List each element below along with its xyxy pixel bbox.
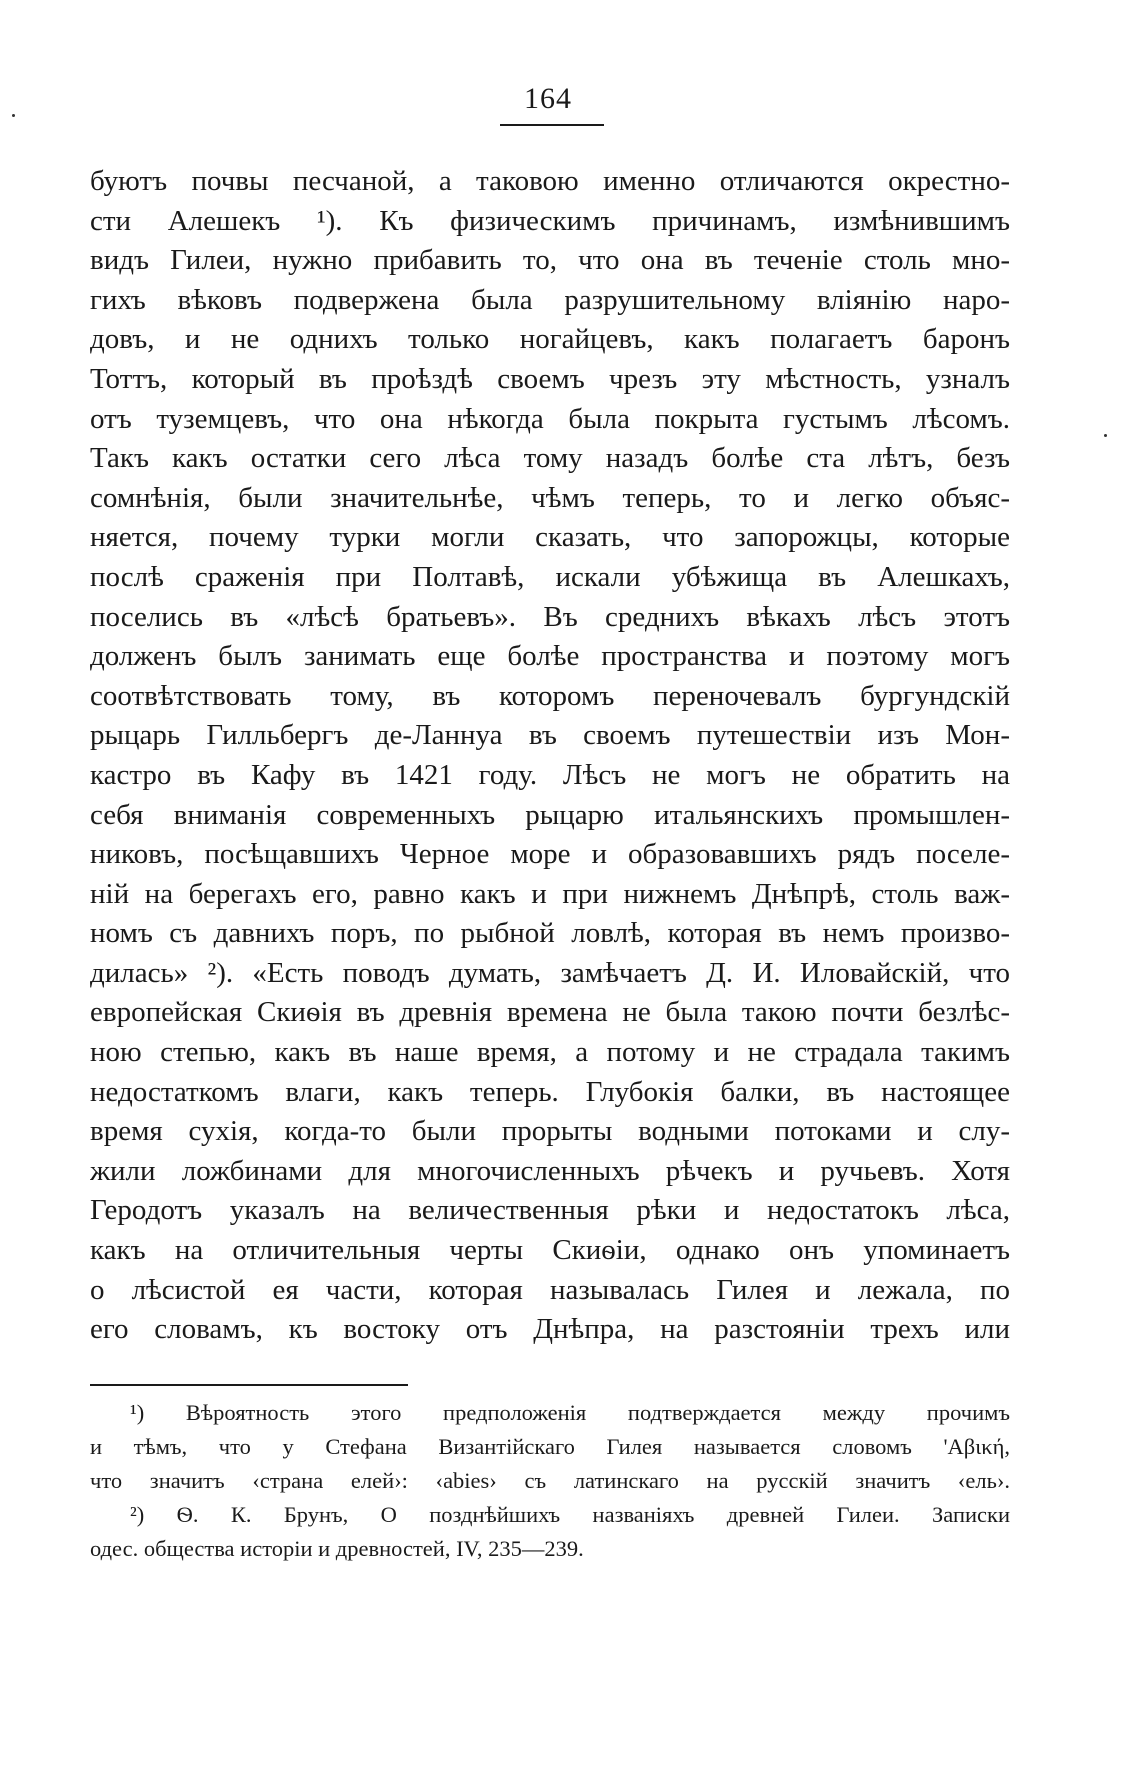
text-line: ною степью, какъ въ наше время, а потому и не страдала такимъ: [90, 1036, 1010, 1069]
text-line: буютъ почвы песчаной, а таковою именно отличаются окрестно-: [90, 165, 1010, 197]
footnote-line: ²) Ѳ. К. Брунъ, О позднѣйшихъ названіяхъ древней Гилеи. Записки: [130, 1502, 1010, 1527]
page-number-rule: [500, 124, 604, 126]
text-line: рыцарь Гилльбергъ де-Ланнуа въ своемъ путешествіи изъ Мон-: [90, 719, 1010, 752]
text-line: видъ Гилеи, нужно прибавить то, что она въ теченіе столь мно-: [90, 244, 1010, 277]
text-line: отъ туземцевъ, что она нѣкогда была покрыта густымъ лѣсомъ.: [90, 402, 1010, 435]
text-line: дилась» ²). «Есть поводъ думать, замѣчаетъ Д. И. Иловайскій, что: [90, 956, 1010, 989]
footnote-line: и тѣмъ, что у Стефана Византійскаго Гилея называется словомъ 'Αβική,: [90, 1434, 1010, 1459]
footnote-line: одес. общества исторіи и древностей, IV, 235—239.: [90, 1536, 584, 1561]
text-line: соотвѣтствовать тому, въ которомъ переночевалъ бургундскій: [90, 679, 1010, 712]
text-line: ній на берегахъ его, равно какъ и при нижнемъ Днѣпрѣ, столь важ-: [90, 877, 1010, 910]
page-number: 164: [524, 82, 572, 115]
text-line: сти Алешекъ ¹). Къ физическимъ причинамъ, измѣнившимъ: [90, 204, 1010, 237]
text-line: никовъ, посѣщавшихъ Черное море и образовавшихъ рядъ поселе-: [90, 838, 1010, 871]
footnote-line: что значитъ ‹страна елей›: ‹abies› съ латинскаго на русскій значитъ ‹ель›.: [90, 1468, 1010, 1493]
text-line: кастро въ Кафу въ 1421 году. Лѣсъ не могъ не обратить на: [90, 758, 1010, 791]
footnote-divider: [90, 1384, 408, 1386]
text-line: жили ложбинами для многочисленныхъ рѣчекъ и ручьевъ. Хотя: [90, 1154, 1010, 1187]
text-line: довъ, и не однихъ только ногайцевъ, какъ полагаетъ баронъ: [90, 323, 1010, 356]
text-line: себя вниманія современныхъ рыцарю итальянскихъ промышлен-: [90, 798, 1010, 831]
scan-speck: [1104, 434, 1107, 437]
text-line: его словамъ, къ востоку отъ Днѣпра, на разстояніи трехъ или: [90, 1313, 1010, 1346]
text-line: няется, почему турки могли сказать, что запорожцы, которые: [90, 521, 1010, 554]
text-line: европейская Скиѳія въ древнія времена не была такою почти безлѣс-: [90, 996, 1010, 1029]
text-line: поселись въ «лѣсѣ братьевъ». Въ среднихъ вѣкахъ лѣсъ этотъ: [90, 600, 1010, 633]
text-line: Такъ какъ остатки сего лѣса тому назадъ болѣе ста лѣтъ, безъ: [90, 442, 1010, 475]
main-text: [90, 162, 1010, 1350]
text-line: какъ на отличительныя черты Скиѳіи, однако онъ упоминаетъ: [90, 1234, 1010, 1267]
text-line: недостаткомъ влаги, какъ теперь. Глубокія балки, въ настоящее: [90, 1075, 1010, 1108]
text-line: гихъ вѣковъ подвержена была разрушительному вліянію наро-: [90, 283, 1010, 316]
text-line: сомнѣнія, были значительнѣе, чѣмъ теперь, то и легко объяс-: [90, 481, 1010, 514]
text-line: послѣ сраженія при Полтавѣ, искали убѣжища въ Алешкахъ,: [90, 560, 1010, 593]
text-line: долженъ былъ занимать еще болѣе пространства и поэтому могъ: [90, 640, 1010, 673]
footnotes: [90, 1396, 1010, 1566]
text-line: о лѣсистой ея части, которая называлась Гилея и лежала, по: [90, 1273, 1010, 1306]
text-line: Тоттъ, который въ проѣздѣ своемъ чрезъ эту мѣстность, узналъ: [90, 362, 1010, 395]
text-line: Геродотъ указалъ на величественныя рѣки и недостатокъ лѣса,: [90, 1194, 1010, 1227]
text-line: номъ съ давнихъ поръ, по рыбной ловлѣ, которая въ немъ произво-: [90, 917, 1010, 950]
scan-speck: [12, 114, 15, 117]
footnote-line: ¹) Вѣроятность этого предположенія подтверждается между прочимъ: [130, 1400, 1010, 1425]
text-line: время сухія, когда-то были прорыты водными потоками и слу-: [90, 1115, 1010, 1148]
